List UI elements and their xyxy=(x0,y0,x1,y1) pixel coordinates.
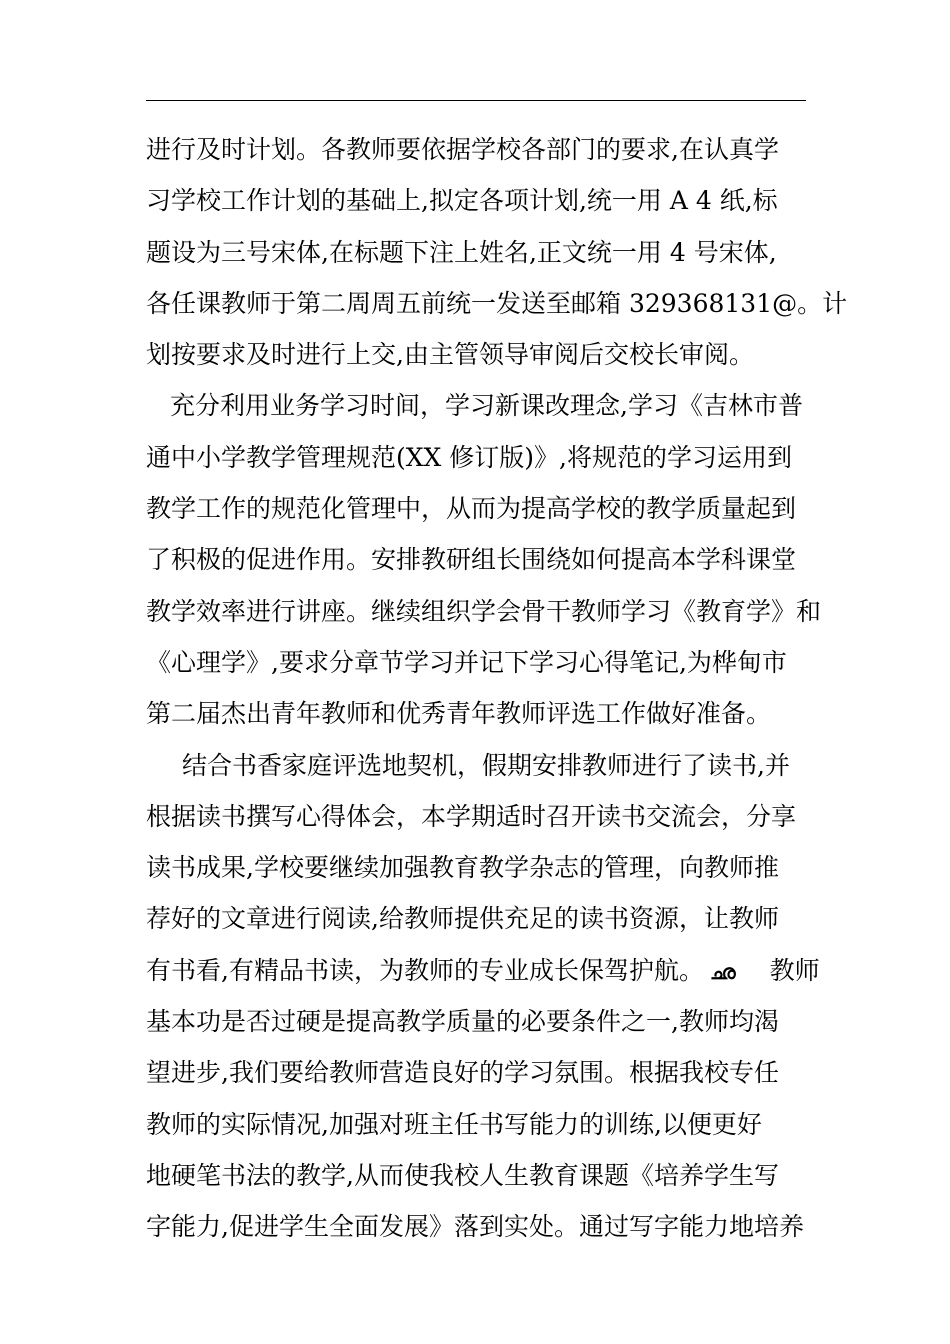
text-line: 了积极的促进作用。安排教研组长围绕如何提高本学科课堂 xyxy=(146,545,797,575)
text-line-with-mark xyxy=(146,945,820,996)
text-line: 结合书香家庭评选地契机，假期安排教师进行了读书,并 xyxy=(182,750,790,780)
text-line: 划按要求及时进行上交,由主管领导审阅后交校长审阅。 xyxy=(146,340,754,370)
text-line: 地硬笔书法的教学,从而使我校人生教育课题《培养学生写 xyxy=(146,1160,779,1190)
text-line: 习学校工作计划的基础上,拟定各项计划,统一用 A 4 纸,标 xyxy=(146,186,778,216)
header-rule xyxy=(146,100,806,101)
text-line: 望进步,我们要给教师营造良好的学习氛围。根据我校专任 xyxy=(146,1058,779,1088)
text-line: 充分利用业务学习时间，学习新课改理念,学习《吉林市普 xyxy=(170,391,803,421)
text-line: 读书成果,学校要继续加强教育教学杂志的管理，向教师推 xyxy=(146,853,779,883)
text-line: 基本功是否过硬是提高教学质量的必要条件之一,教师均渴 xyxy=(146,1007,779,1037)
text-segment: 有书看,有精品书读，为教师的专业成长保驾护航。 xyxy=(146,955,704,985)
inline-mark-icon: ഛ xyxy=(709,959,736,984)
text-line: 字能力,促进学生全面发展》落到实处。通过写字能力地培养 xyxy=(146,1212,804,1242)
text-segment: 教师 xyxy=(769,955,820,985)
text-line: 进行及时计划。各教师要依据学校各部门的要求,在认真学 xyxy=(146,135,779,164)
text-line: 荐好的文章进行阅读,给教师提供充足的读书资源，让教师 xyxy=(146,904,779,934)
text-line: 通中小学教学管理规范(XX 修订版)》,将规范的学习运用到 xyxy=(146,442,792,472)
document-body xyxy=(146,124,848,1253)
text-line: 教师的实际情况,加强对班主任书写能力的训练,以便更好 xyxy=(146,1109,762,1139)
text-line: 《心理学》,要求分章节学习并记下学习心得笔记,为桦甸市 xyxy=(146,647,787,677)
text-line: 各任课教师于第二周周五前统一发送至邮箱 329368131@。计 xyxy=(146,288,848,318)
text-line: 教学效率进行讲座。继续组织学会骨干教师学习《教育学》和 xyxy=(146,596,822,626)
text-line: 教学工作的规范化管理中，从而为提高学校的教学质量起到 xyxy=(146,494,797,524)
text-line: 根据读书撰写心得体会，本学期适时召开读书交流会，分享 xyxy=(146,801,797,831)
text-line: 题设为三号宋体,在标题下注上姓名,正文统一用 4 号宋体, xyxy=(146,237,777,267)
text-line: 第二届杰出青年教师和优秀青年教师评选工作做好准备。 xyxy=(146,699,772,729)
